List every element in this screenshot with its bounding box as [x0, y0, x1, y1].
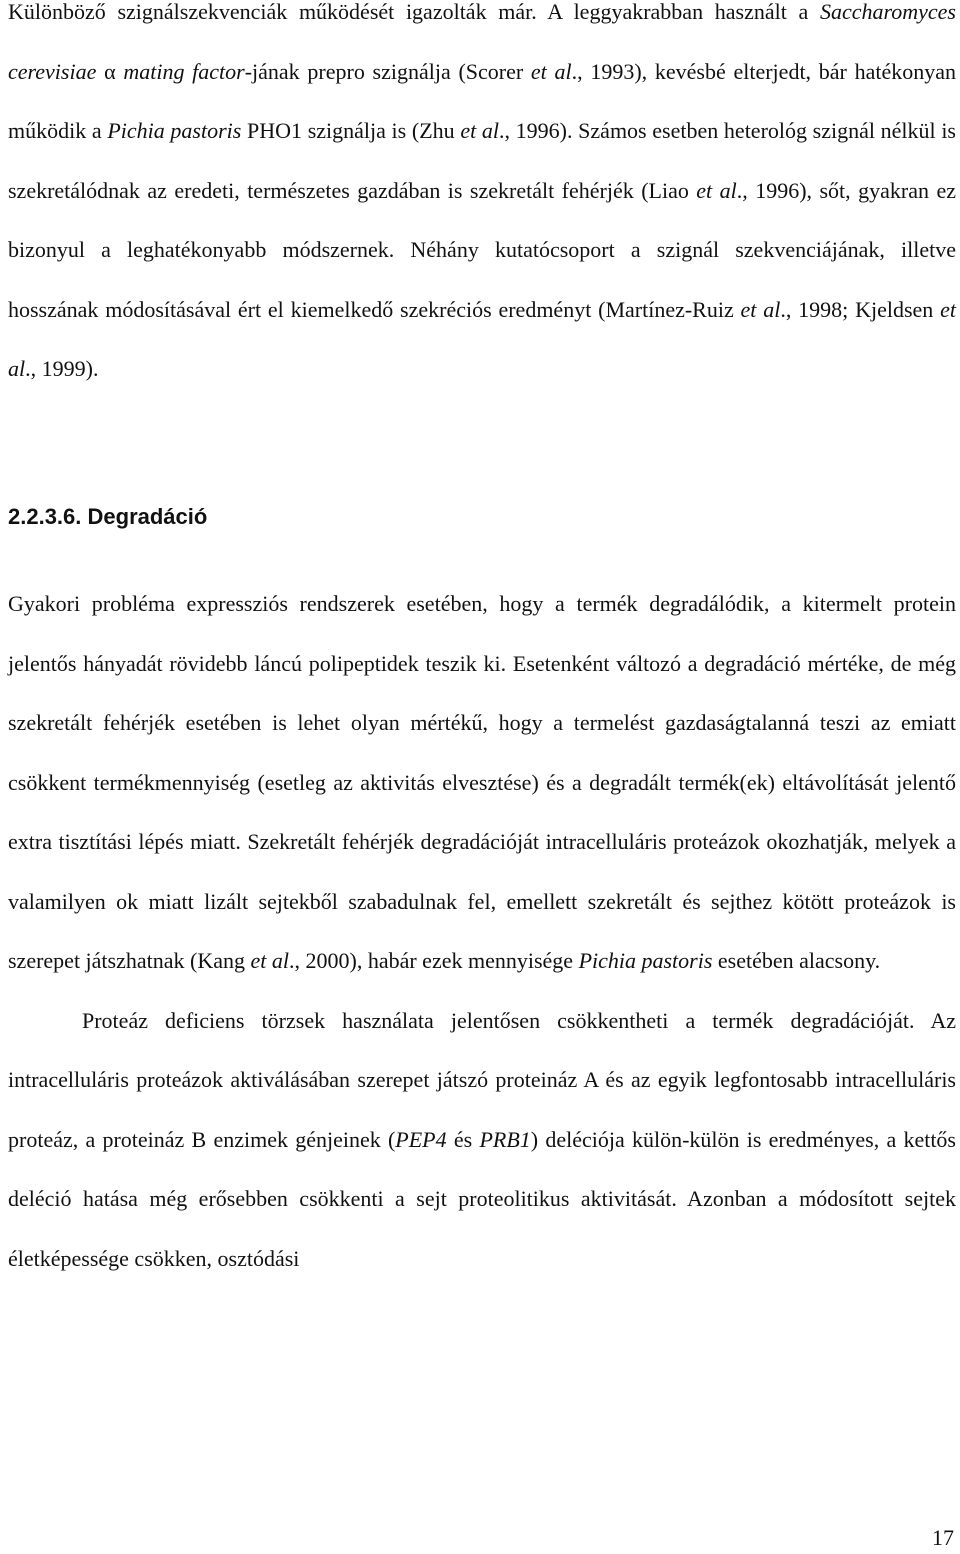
- document-page: [8, 0, 956, 1271]
- section-body: [8, 574, 956, 1288]
- citation-etal: et al: [250, 948, 289, 973]
- page-number: 17: [932, 1525, 954, 1550]
- gene-name: PRB1: [479, 1126, 531, 1152]
- citation-etal: et al: [460, 118, 500, 143]
- text-run: ., 1998; Kjeldsen: [780, 296, 941, 322]
- text-run: Gyakori probléma expressziós rendszerek esetében, hogy a termék degradálódik, a kitermelt protein jelentős hányadát rövidebb láncú polipeptidek teszik ki. Esetenként változó a degradáció mértéke, de még szekretált fehérjék esetében is lehet olyan mértékű, hogy a termelést gazdaságtalanná teszi az emiatt csökkent termékmennyiség (esetleg az aktivitás elvesztése) és a degradált termék(ek) eltávolítását jelentő extra tisztítási lépés miatt. Szekretált fehérjék degradációját intracelluláris proteázok okozhatják, melyek a valamilyen ok miatt lizált sejtekből szabadulnak fel, emellett szekretált és sejthez kötött proteázok is szerepet játszhatnak (Kang: [8, 591, 956, 973]
- species-name: Saccharomyces cerevisiae: [8, 0, 956, 84]
- paragraph-signal-sequences: [8, 0, 956, 399]
- text-run: ., 2000), habár ezek mennyisége: [289, 948, 579, 973]
- italic-term: mating factor: [123, 58, 245, 84]
- text-run: esetében alacsony.: [712, 948, 881, 973]
- paragraph-degradation: [8, 574, 956, 991]
- text-run: Különböző szignálszekvenciák működését igazolták már. A leggyakrabban használt a: [8, 0, 820, 24]
- section-heading: 2.2.3.6. Degradáció: [8, 504, 208, 529]
- text-run: ., 1999).: [25, 356, 99, 381]
- text-run: α: [96, 58, 124, 84]
- text-run: ) deléciója külön-külön is eredményes, a kettős deléció hatása még erősebben csökkenti a sejt proteolitikus aktivitását. Azonban a módosított sejtek életképessége csökken, osztódási: [8, 1126, 956, 1271]
- text-run: PHO1 szignálja is (Zhu: [241, 118, 461, 143]
- text-run: ., 1996). Számos esetben heterológ szignál nélkül is szekretálódnak az eredeti, természetes gazdában is szekretált fehérjék (Liao: [8, 118, 956, 203]
- citation-etal: et al: [530, 58, 572, 84]
- text-run: ., 1993), kevésbé elterjedt, bár hatékonyan működik a: [8, 58, 956, 143]
- text-run: Proteáz deficiens törzsek használata jelentősen csökkentheti a termék degradációját. Az intracelluláris proteázok aktiválásában szerepet játszó proteináz A és az egyik legfontosabb intracelluláris proteáz, a proteináz B enzimek génjeinek (: [8, 1007, 956, 1152]
- citation-etal: et al: [8, 296, 956, 381]
- text-run: -jának prepro szignálja (Scorer: [244, 58, 531, 84]
- species-name: Pichia pastoris: [578, 948, 713, 973]
- gene-name: PEP4: [395, 1126, 447, 1152]
- citation-etal: et al: [740, 296, 781, 322]
- citation-etal: et al: [696, 177, 737, 203]
- text-run: ., 1996), sőt, gyakran ez bizonyul a leghatékonyabb módszernek. Néhány kutatócsoport a szignál szekvenciájának, illetve hosszának módosításával ért el kiemelkedő szekréciós eredményt (Martínez-Ruiz: [8, 177, 956, 322]
- species-name: Pichia pastoris: [107, 118, 242, 143]
- paragraph-protease-deficient: [8, 991, 956, 1289]
- text-run: és: [446, 1126, 480, 1152]
